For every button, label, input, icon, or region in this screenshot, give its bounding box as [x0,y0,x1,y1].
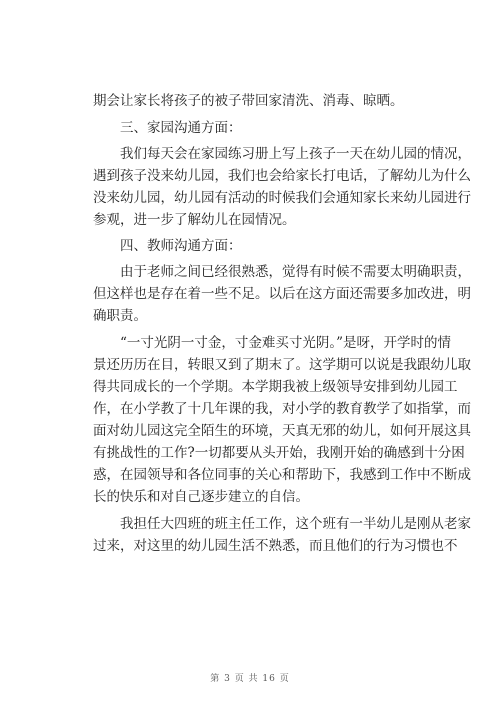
text-line: 过来，对这里的幼儿园生活不熟悉，而且他们的行为习惯也不 [93,538,458,554]
paragraph-continuation [93,90,427,112]
text-line: “一寸光阴一寸金，寸金难买寸光阴。”是呀，开学时的情 [120,335,452,351]
section-heading-teacher [93,235,427,257]
text-line: 由于老师之间已经很熟悉，觉得有时候不需要太明确职责， [120,264,471,280]
section-heading-home-school [93,117,427,139]
text-line: 遇到孩子没来幼儿园，我们也会给家长打电话，了解幼儿为什么 [93,168,471,184]
text-line: 但这样也是存在着一些不足。以后在这方面还需要多加改进，明 [93,286,471,302]
paragraph-class-teacher [93,513,471,557]
paragraph-reflection [93,332,471,508]
paragraph-home-school [93,143,471,231]
text-line: 我担任大四班的班主任工作，这个班有一半幼儿是刚从老家 [120,516,471,532]
heading-text: 四、教师沟通方面： [120,238,242,254]
text-line: 景还历历在目，转眼又到了期末了。这学期可以说是我跟幼儿取 [93,357,471,373]
text-line: 得共同成长的一个学期。本学期我被上级领导安排到幼儿园工 [93,379,458,395]
text-line: 参观，进一步了解幼儿在园情况。 [93,212,296,228]
text-line: 确职责。 [93,308,147,324]
text-line: 没来幼儿园，幼儿园有活动的时候我们会通知家长来幼儿园进行 [93,190,471,206]
document-body [93,90,471,557]
text-line: 长的快乐和对自己逐步建立的自信。 [93,489,309,505]
text-line: 期会让家长将孩子的被子带回家清洗、消毒、晾晒。 [93,93,404,109]
paragraph-teacher [93,261,471,327]
text-line: 作，在小学教了十几年课的我，对小学的教育教学了如指掌，而 [93,401,471,417]
heading-text: 三、家园沟通方面： [120,120,242,136]
page-footer [0,671,500,684]
text-line: 我们每天会在家园练习册上写上孩子一天在幼儿园的情况， [120,146,471,162]
text-line: 有挑战性的工作?一切都要从头开始，我刚开始的确感到十分困 [93,445,465,461]
page-number-label: 第 3 页 共 16 页 [210,674,290,684]
text-line: 惑，在园领导和各位同事的关心和帮助下，我感到工作中不断成 [93,467,471,483]
text-line: 面对幼儿园这完全陌生的环境，天真无邪的幼儿，如何开展这具 [93,423,471,439]
